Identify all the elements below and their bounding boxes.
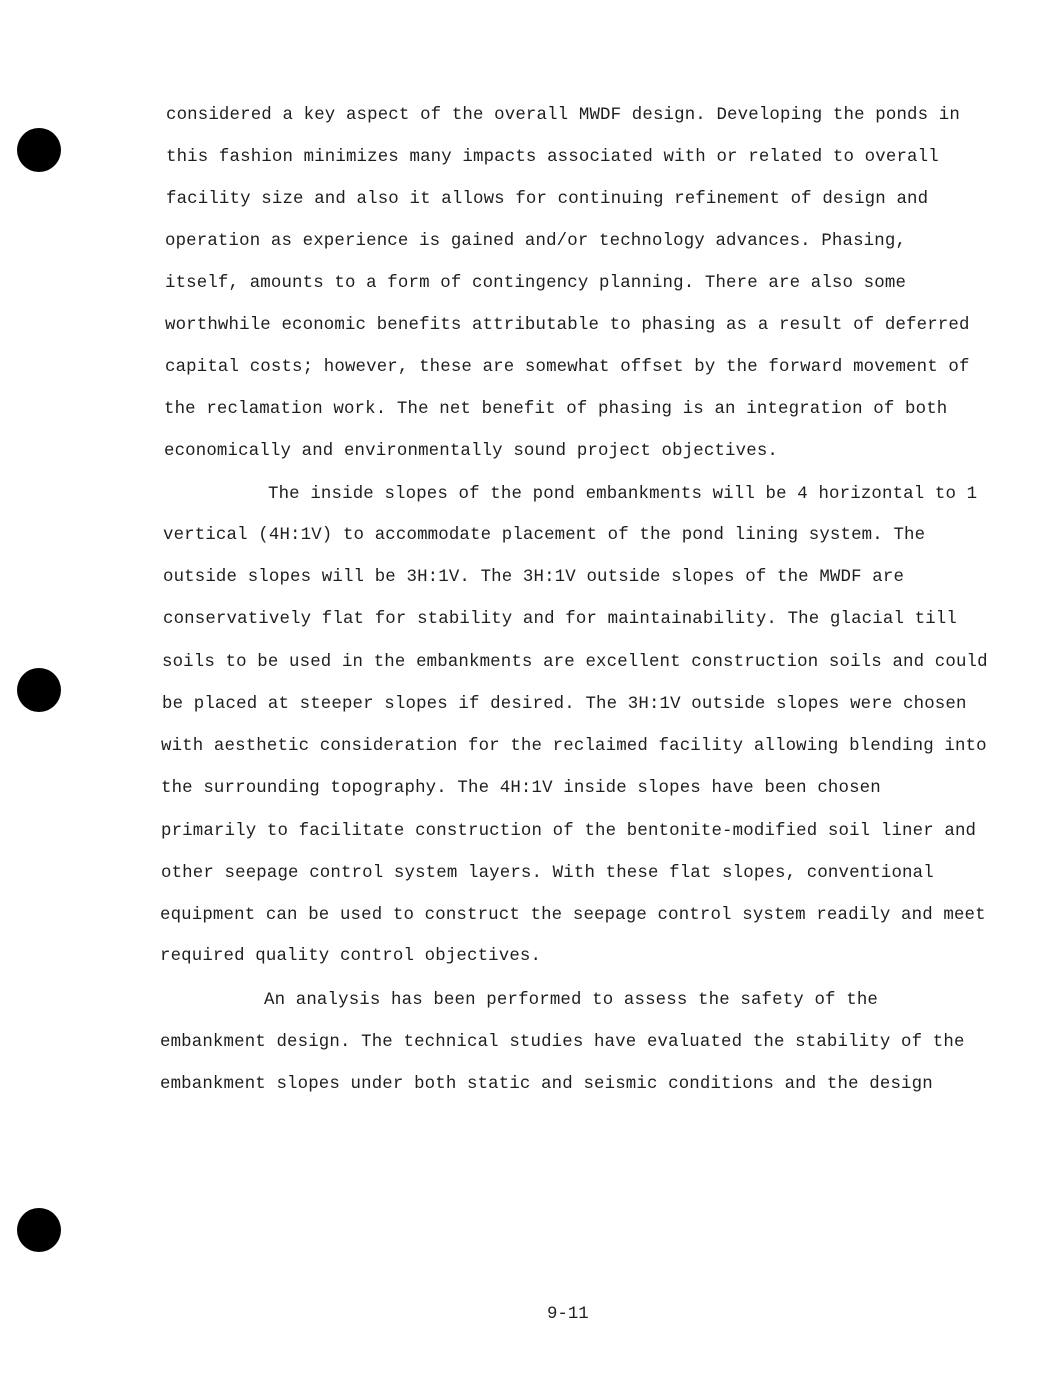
text-line: be placed at steeper slopes if desired. The 3H:1V outside slopes were chosen	[162, 695, 967, 714]
text-line: this fashion minimizes many impacts associated with or related to overall	[166, 148, 939, 167]
text-line: economically and environmentally sound project objectives.	[164, 442, 778, 461]
text-line: soils to be used in the embankments are excellent construction soils and could	[162, 653, 988, 672]
text-line: primarily to facilitate construction of the bentonite-modified soil liner and	[161, 822, 977, 841]
text-line: conservatively flat for stability and for maintainability. The glacial till	[163, 610, 957, 629]
text-line: worthwhile economic benefits attributable to phasing as a result of deferred	[165, 316, 970, 335]
text-line: operation as experience is gained and/or technology advances. Phasing,	[165, 232, 907, 251]
text-line: capital costs; however, these are somewhat offset by the forward movement of	[165, 358, 970, 377]
text-line: considered a key aspect of the overall MWDF design. Developing the ponds in	[166, 106, 960, 125]
text-line: outside slopes will be 3H:1V. The 3H:1V outside slopes of the MWDF are	[163, 568, 905, 587]
text-line: An analysis has been performed to assess the safety of the	[264, 991, 878, 1010]
text-line: itself, amounts to a form of contingency planning. There are also some	[165, 274, 907, 293]
text-line: vertical (4H:1V) to accommodate placement of the pond lining system. The	[163, 526, 926, 545]
text-line: facility size and also it allows for continuing refinement of design and	[166, 190, 929, 209]
text-line: The inside slopes of the pond embankments will be 4 horizontal to 1	[268, 485, 978, 504]
text-line: other seepage control system layers. With these flat slopes, conventional	[161, 864, 934, 883]
text-line: embankment design. The technical studies have evaluated the stability of the	[160, 1033, 965, 1052]
text-line: required quality control objectives.	[160, 947, 542, 966]
punch-hole	[17, 128, 61, 172]
text-line: embankment slopes under both static and seismic conditions and the design	[160, 1075, 933, 1094]
page-number: 9-11	[547, 1305, 589, 1324]
text-line: equipment can be used to construct the seepage control system readily and meet	[160, 906, 986, 925]
text-line: the surrounding topography. The 4H:1V inside slopes have been chosen	[161, 779, 881, 798]
punch-hole	[17, 668, 61, 712]
text-line: with aesthetic consideration for the reclaimed facility allowing blending into	[161, 737, 987, 756]
punch-hole	[17, 1208, 61, 1252]
text-line: the reclamation work. The net benefit of phasing is an integration of both	[164, 400, 948, 419]
